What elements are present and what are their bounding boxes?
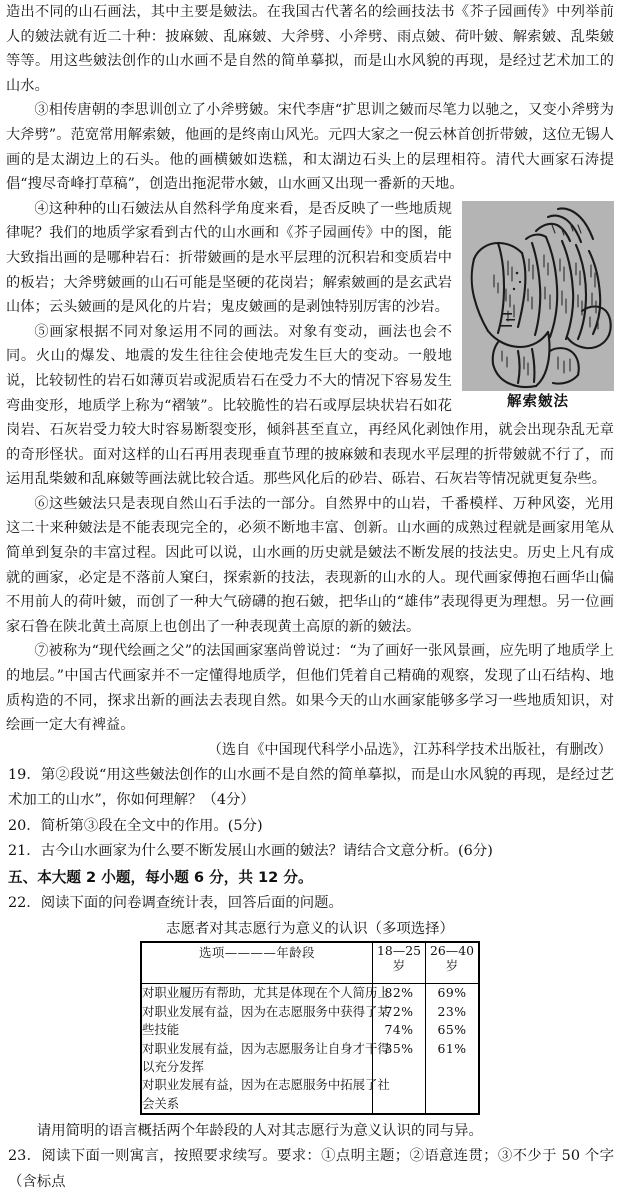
header-option-age: 选项————年龄段 [141,942,373,984]
question-21: 21．古今山水画家为什么要不断发展山水画的皴法？请结合文意分析。(6分) [8,843,493,860]
pct-value: 61% [437,1040,467,1056]
question-23: 23．阅读下面一则寓言，按照要求续写。要求：①点明主题；②语意连贯；③不少于 50 个字（含标点 [8,1148,614,1190]
question-22-stem: 22．阅读下面的问卷调查统计表，回答后面的问题。 [8,894,343,911]
rock-painting-drawing [462,201,614,391]
passage-paragraph-4: ④这种种的山石皴法从自然科学角度来看，是否反映了一些地质规律呢？我们的地质学家看到古代的山水画和《芥子园画传》中的图，能大致指出画的是哪种岩石：折带皴画的是水平层理的沉积岩和变质岩中的板岩；大斧劈皴画的山石可能是坚硬的花岗岩；解索皴画的是玄武岩山体；云头皴画的是风化的片岩；鬼皮皴画的是剥蚀特别厉害的沙岩。 [6,200,452,316]
survey-pct-26-40-cell [426,984,480,1114]
illustration-caption: 解索皴法 [507,392,569,410]
survey-pct-18-25-cell [373,984,426,1114]
question-22-prompt: 请用简明的语言概括两个年龄段的人对其志愿行为意义认识的同与异。 [36,1123,483,1140]
table-row [141,984,479,1114]
pct-value: 35% [384,1040,414,1056]
passage-paragraph-2-tail: 造出不同的山石画法，其中主要是皴法。在我国古代著名的绘画技法书《芥子园画传》中列举前人的皴法就有近二十种：披麻皴、乱麻皴、大斧劈、小斧劈、雨点皴、荷叶皴、解索皴、乱柴皴等等。用这些皴法创作的山水画不是自然的简单摹拟，而是山水风貌的再现，是经过艺术加工的山水。 [6,4,614,94]
option-text: 对职业发展有益，因为志愿服务让自身才干得 [142,1040,390,1056]
header-age-26-40 [426,942,480,984]
option-text: 对职业发展有益，因为在志愿服务中获得了某 [142,1003,390,1019]
passage-paragraph-6: ⑥这些皴法只是表现自然山石手法的一部分。自然界中的山岩，千番模样、万种风姿，光用这二十来种皴法是不能表现完全的，必须不断地丰富、创新。山水画的成熟过程就是画家用笔从简单到复杂的丰富过程。因此可以说，山水画的历史就是皴法不断发展的技法史。历史上凡有成就的画家，必定是不落前人窠臼，探索新的技法，表现新的山水的人。现代画家傅抱石画华山偏不用前人的荷叶皴，而创了一种大气磅礴的抱石皴，把华山的“雄伟”表现得更为理想。另一位画家石鲁在陕北黄土高原上也创出了一种表现黄土高原的新的皴法。 [6,495,614,635]
header-age-18-25 [373,942,426,984]
survey-options-cell [141,984,390,1114]
pct-value: 69% [437,985,467,1001]
option-text: 会关系 [142,1095,180,1111]
header-age-18-25-unit: 岁 [392,958,406,974]
header-age-26-40-unit: 岁 [445,958,459,974]
reading-passage [6,0,614,1195]
illustration-figure [462,201,614,412]
option-text: 对职业发展有益，因为在志愿服务中拓展了社 [142,1077,390,1093]
option-text: 以充分发挥 [142,1058,204,1074]
question-19: 19．第②段说“用这些皴法创作的山水画不是自然的简单摹拟，而是山水风貌的再现，是经过艺术加工的山水”，你如何理解？（4分） [8,766,614,809]
table-header-row [141,942,479,984]
rock-painting-image [462,201,614,391]
header-age-26-40-range: 26—40 [430,943,474,959]
passage-source: （选自《中国现代科学小品选》，江苏科学技术出版社，有删改） [207,741,612,758]
passage-paragraph-7: ⑦被称为“现代绘画之父”的法国画家塞尚曾说过：“为了画好一张风景画，应先明了地质学上的地层。”中国古代画家并不一定懂得地质学，但他们凭着自己精确的观察，发现了山石结构、地质构造的不同，探求出新的画法去表现自然。如果今天的山水画家能够多学习一些地质知识，对绘画一定大有裨益。 [6,643,614,734]
pct-value: 72% [384,1003,414,1019]
pct-value: 82% [384,985,414,1001]
passage-with-illustration [6,197,614,492]
section-five-heading: 五、本大题 2 小题，每小题 6 分，共 12 分。 [8,868,313,886]
pct-value: 65% [437,1022,467,1038]
survey-table-title: 志愿者对其志愿行为意义的认识（多项选择） [166,921,454,938]
option-text: 些技能 [142,1022,180,1038]
question-20: 20．简析第③段在全文中的作用。(5分) [8,817,263,834]
pct-value: 74% [384,1022,414,1038]
option-text: 对职业履历有帮助，尤其是体现在个人简历上 [142,985,390,1001]
header-age-18-25-range: 18—25 [377,943,421,959]
passage-paragraph-3: ③相传唐朝的李思训创立了小斧劈皴。宋代李唐“扩思训之皴而尽笔力以驰之，又变小斧劈为大斧劈”。范宽常用解索皴，他画的是终南山风光。元四大家之一倪云林首创折带皴，这位无锡人画的是太湖边上的石头。他的画横皴如迭糕，和太湖边石头上的层理相符。清代大画家石涛提倡“搜尽奇峰打草稿”，创造出拖泥带水皴，山水画又出现一番新的天地。 [6,102,614,193]
survey-table [140,941,480,1115]
pct-value: 23% [437,1003,467,1019]
passage-paragraph-5: ⑤画家根据不同对象运用不同的画法。对象有变动，画法也会不同。火山的爆发、地震的发生往往会使地壳发生巨大的变动。一般地说，比较韧性的岩石如薄页岩或泥质岩石在受力不大的情况下容易发生弯曲变形，地质学上称为“褶皱”。比较脆性的岩石或厚层块状岩石如花岗岩、石灰岩受力较大时容易断裂变形，倾斜甚至直立，再经风化剥蚀作用，就会出现杂乱无章的奇形怪状。面对这样的山石再用表现垂直节理的披麻皴和表现水平层理的折带皴就不行了，而运用乱柴皴和乱麻皴等画法就比较合适。那些风化后的砂岩、砾岩、石灰岩等情况就更复杂些。 [6,323,614,488]
